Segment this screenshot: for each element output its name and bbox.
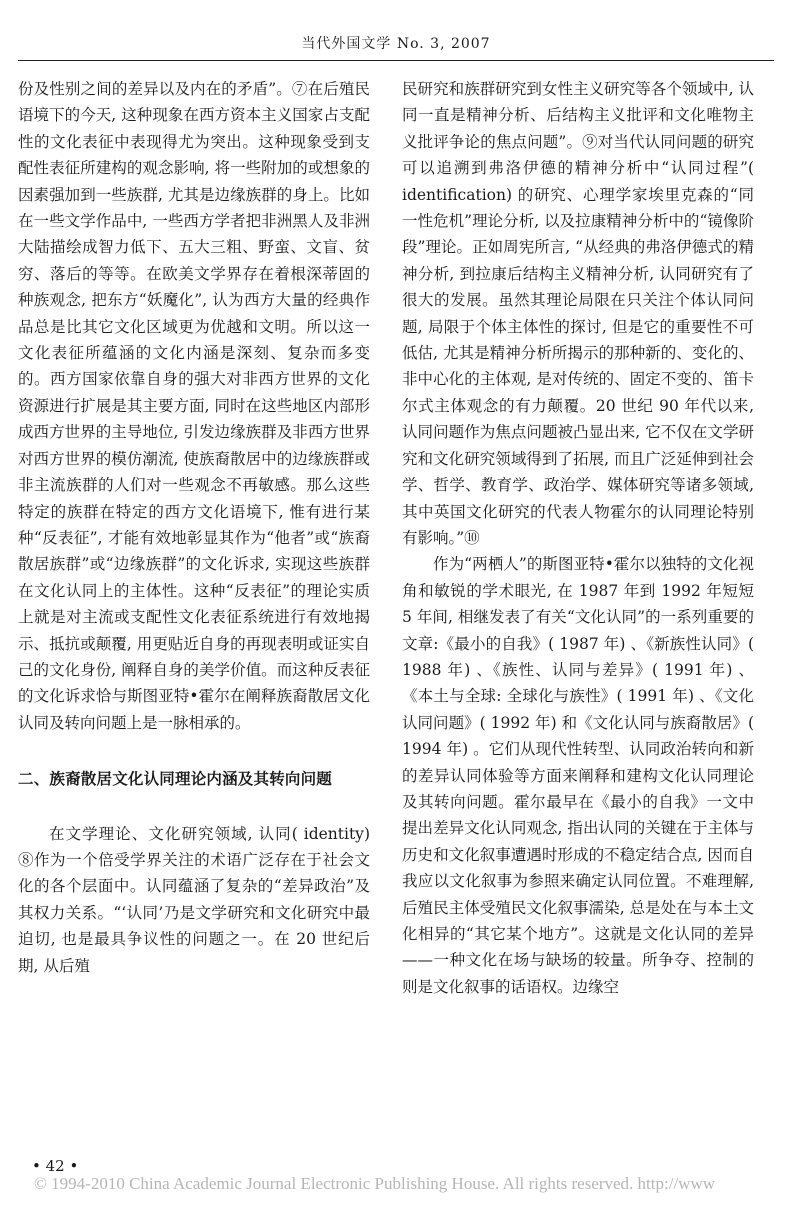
body-paragraph: 民研究和族群研究到女性主义研究等各个领域中, 认同一直是精神分析、后结构主义批评和文化唯物主义批评争论的焦点问题”。⑨对当代认同问题的研究可以追溯到弗洛伊德的精神分析中“认同过程”( identification) 的研究、心理学家埃里克森的“同一性危机”理论分析, 以及拉康精神分析中的“镜像阶段”理论。正如周宪所言, “从经典的弗洛伊德式的精神分析, 到拉康后结构主义精神分析, 认同研究有了很大的发展。虽然其理论局限在只关注个体认同问题, 局限于个体主体性的探讨, 但是它的重要性不可低估, 尤其是精神分析所揭示的那种新的、变化的、非中心化的主体观, 是对传统的、固定不变的、笛卡尔式主体观念的有力颠覆。20 世纪 90 年代以来, 认同问题作为焦点问题被凸显出来, 它不仅在文学研究和文化研究领域得到了拓展, 而且广泛延伸到社会学、哲学、教育学、政治学、媒体研究等诸多领域, 其中英国文化研究的代表人物霍尔的认同理论特别有影响。”⑩ (402, 80, 754, 547)
body-paragraph: 份及性别之间的差异以及内在的矛盾”。⑦在后殖民语境下的今天, 这种现象在西方资本主义国家占支配性的文化表征中表现得尤为突出。这种现象受到支配性表征所建构的观念影响, 将一些附加的或想象的因素强加到一些族群, 尤其是边缘族群的身上。比如在一些文学作品中, 一些西方学者把非洲黑人及非洲大陆描绘成智力低下、五大三粗、野蛮、文盲、贫穷、落后的等等。在欧美文学界存在着根深蒂固的种族观念, 把东方“妖魔化”, 认为西方大量的经典作品总是比其它文化区域更为优越和文明。所以这一文化表征所蕴涵的文化内涵是深刻、复杂而多变的。西方国家依靠自身的强大对非西方世界的文化资源进行扩展是其主要方面, 同时在这些地区内部形成西方世界的主导地位, 引发边缘族群及非西方世界对西方世界的模仿潮流, 使族裔散居中的边缘族群或非主流族群的人们对一些观念不再敏感。那么这些特定的族群在特定的西方文化语境下, 惟有进行某种“反表征”, 才能有效地彰显其作为“他者”或“族裔散居族群”或“边缘族群”的文化诉求, 实现这些族群在文化认同上的主体性。这种“反表征”的理论实质上就是对主流或支配性文化表征系统进行有效地揭示、抵抗或颠覆, 用更贴近自身的再现表明或证实自己的文化身份, 阐释自身的美学价值。而这种反表征的文化诉求恰与斯图亚特•霍尔在阐释族裔散居文化认同及转向问题上是一脉相承的。 (18, 80, 370, 732)
right-column (402, 76, 754, 1000)
journal-header: 当代外国文学 No. 3, 2007 (301, 36, 491, 52)
body-paragraph: 作为“两栖人”的斯图亚特•霍尔以独特的文化视角和敏锐的学术眼光, 在 1987 年到 1992 年短短 5 年间, 相继发表了有关“文化认同”的一系列重要的文章:《最小的自我》( 1987 年) 、《新族性认同》( 1988 年) 、《族性、认同与差异》( 1991 年) 、《本土与全球: 全球化与族性》( 1991 年) 、《文化认同问题》( 1992 年) 和《文化认同与族裔散居》( 1994 年) 。它们从现代性转型、认同政治转向和新的差异认同体验等方面来阐释和建构文化认同理论及其转向问题。霍尔最早在《最小的自我》一文中提出差异文化认同观念, 指出认同的关键在于主体与历史和文化叙事遭遇时形成的不稳定结合点, 因而自我应以文化叙事为参照来确定认同位置。不难理解, 后殖民主体受殖民文化叙事濡染, 总是处在与本土文化相异的“其它某个地方”。这就是文化认同的差异 ——一种文化在场与缺场的较量。所争夺、控制的则是文化叙事的话语权。边缘空 (402, 555, 754, 996)
left-column (18, 76, 370, 979)
copyright-watermark: © 1994-2010 China Academic Journal Electronic Publishing House. All rights reserved. http://www (34, 1174, 716, 1193)
body-paragraph: 在文学理论、文化研究领域, 认同( identity) ⑧作为一个倍受学界关注的术语广泛存在于社会文化的各个层面中。认同蕴涵了复杂的“差异政治”及其权力关系。“‘认同’乃是文学研究和文化研究中最迫切, 也是最具争议性的问题之一。在 20 世纪后期, 从后殖 (18, 824, 370, 975)
section-heading: 二、族裔散居文化认同理论内涵及其转向问题 (18, 770, 333, 789)
page-number: • 42 • (32, 1157, 79, 1175)
header-rule (18, 60, 774, 61)
